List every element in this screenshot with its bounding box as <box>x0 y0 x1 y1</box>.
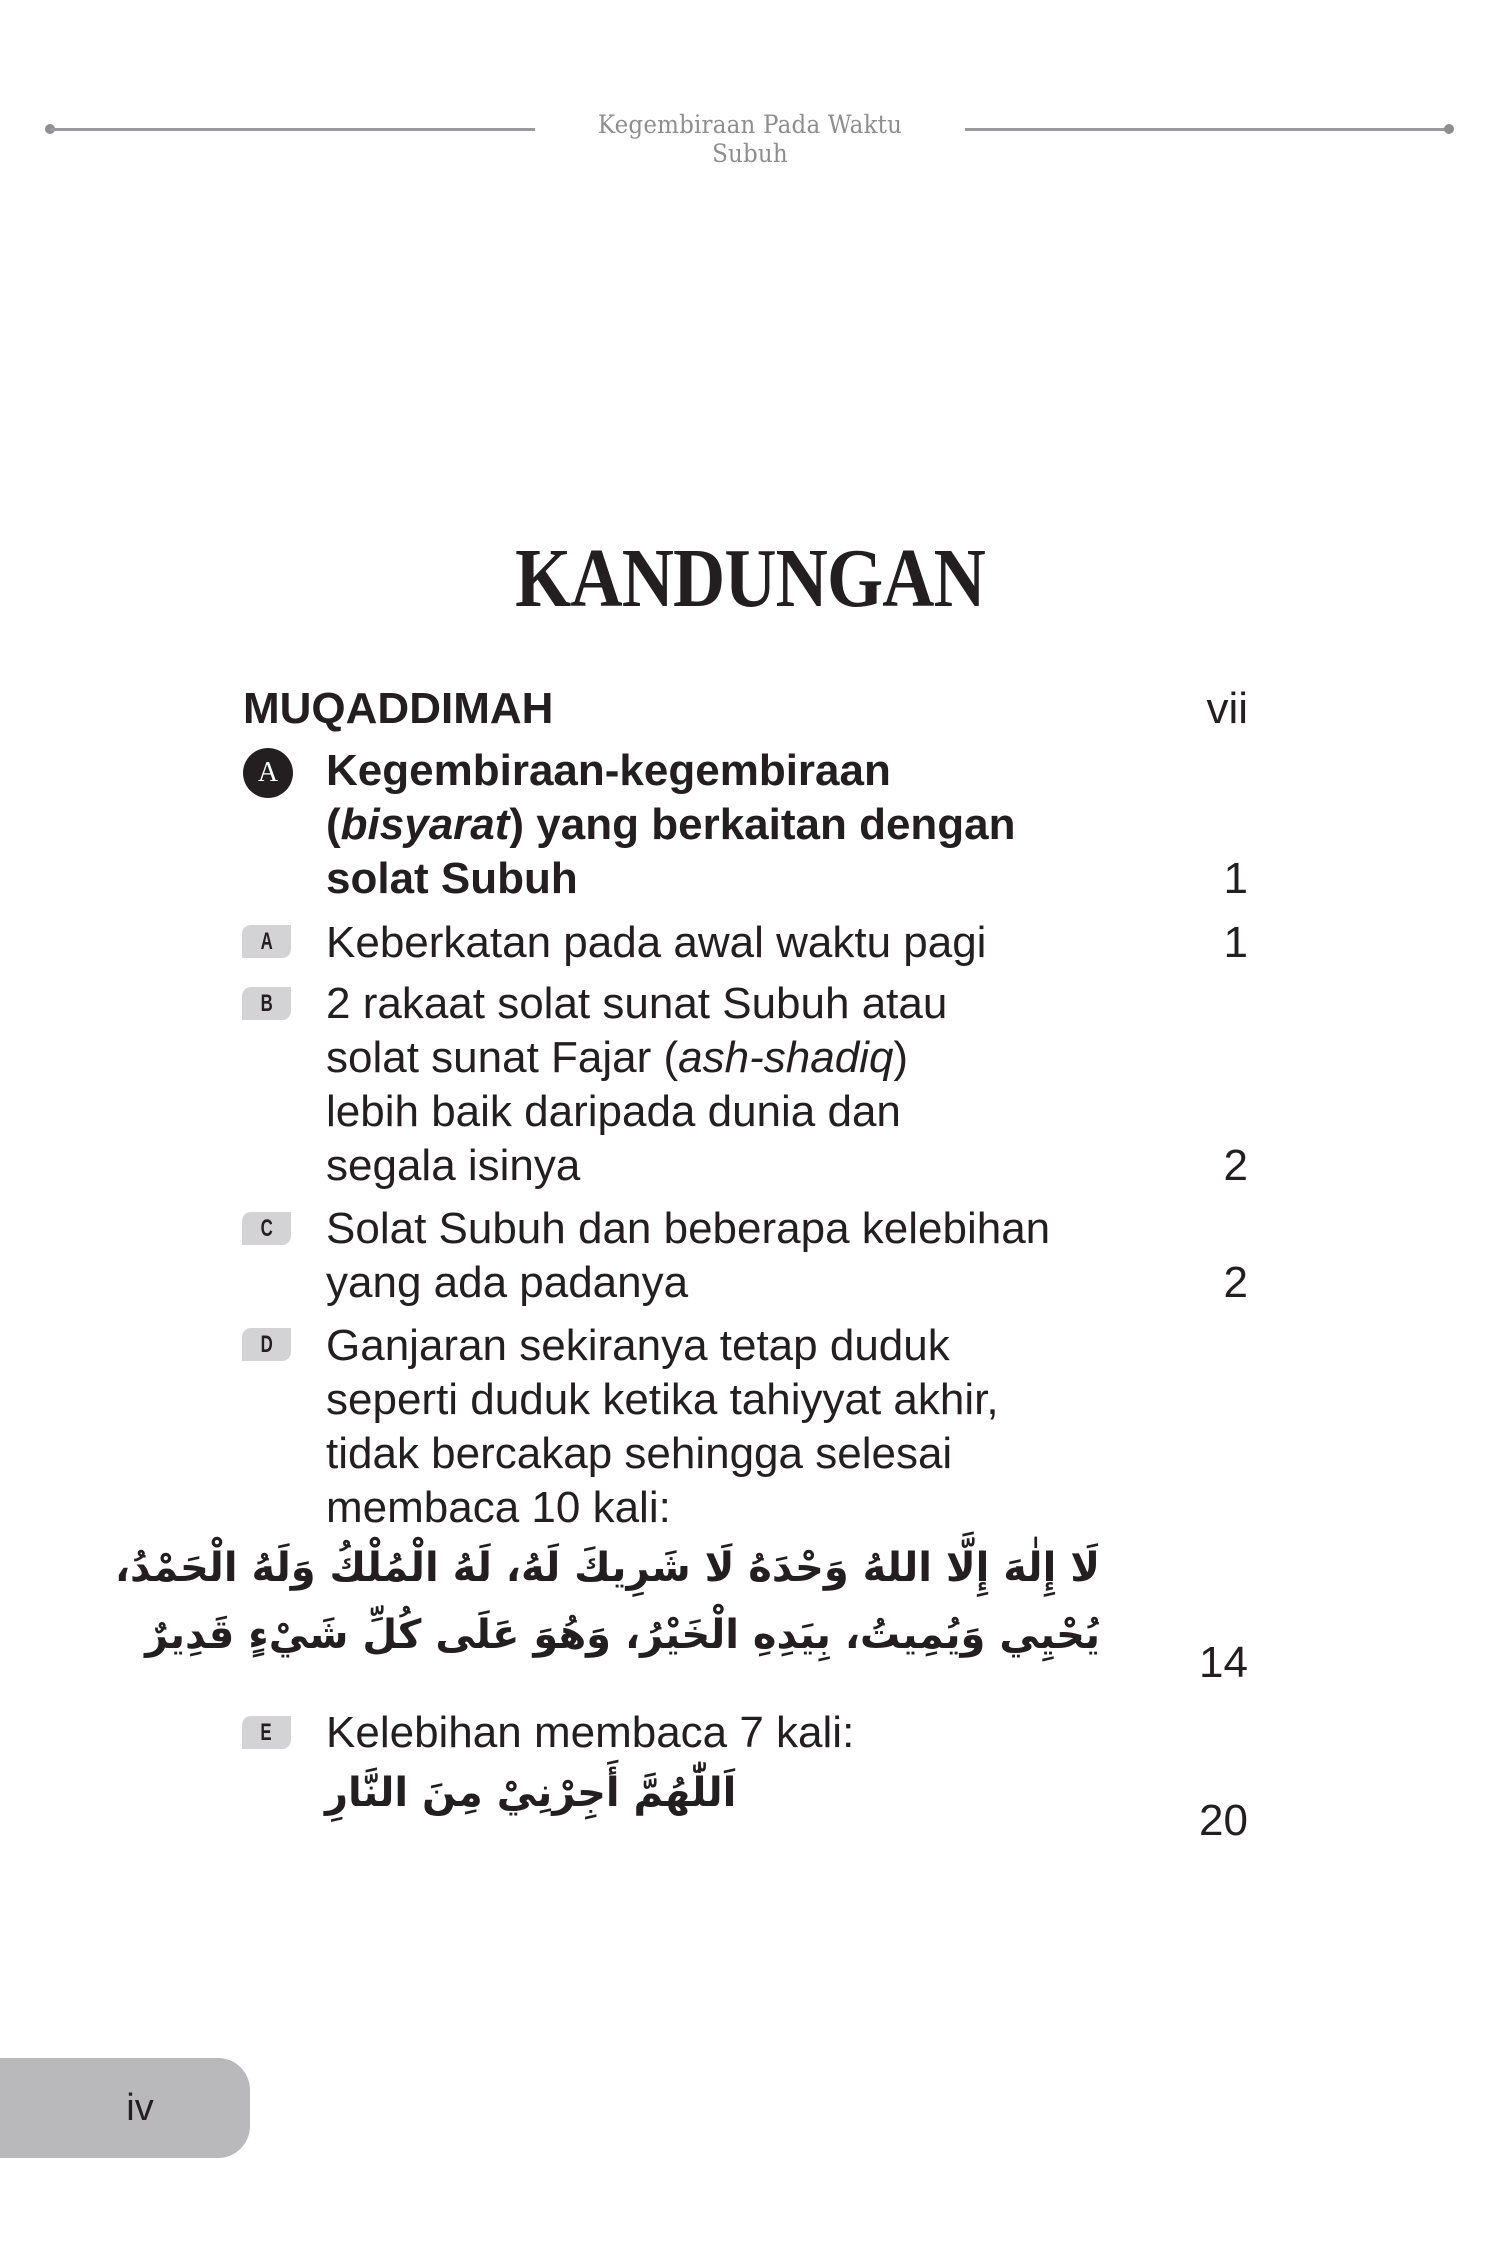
italic-term-bisyarat: bisyarat <box>340 800 510 849</box>
item-badge-b: B <box>242 987 291 1020</box>
toc-item-b-line2[interactable]: solat sunat Fajar (ash-shadiq) <box>326 1033 909 1082</box>
toc-item-c-line2[interactable]: yang ada padanya <box>326 1258 689 1307</box>
toc-page-chapter-a: 1 <box>1223 854 1248 903</box>
toc-page-item-d: 14 <box>1199 1638 1248 1687</box>
running-header-title: Kegembiraan Pada Waktu Subuh <box>597 110 903 168</box>
item-badge-a: A <box>242 925 291 958</box>
arabic-dhikr-line1: لَا إِلٰهَ إِلَّا اللهُ وَحْدَهُ لَا شَرِيكَ لَهُ، لَهُ الْمُلْكُ وَلَهُ الْحَمْدُ، <box>114 1545 1100 1591</box>
toc-item-d-line1[interactable]: Ganjaran sekiranya tetap duduk <box>326 1321 950 1370</box>
item-badge-d: D <box>242 1328 291 1361</box>
arabic-dua-line: اَللّٰهُمَّ أَجِرْنِيْ مِنَ النَّارِ <box>325 1770 737 1816</box>
toc-page-muqaddimah: vii <box>1206 684 1248 733</box>
toc-entry-muqaddimah[interactable]: MUQADDIMAH <box>243 684 554 733</box>
item-badge-e: E <box>242 1716 291 1749</box>
toc-item-b-line1[interactable]: 2 rakaat solat sunat Subuh atau <box>326 979 948 1028</box>
toc-page-item-c: 2 <box>1223 1258 1248 1307</box>
chapter-a-title-line1[interactable]: Kegembiraan-kegembiraan <box>326 746 891 795</box>
toc-item-d-line3[interactable]: tidak bercakap sehingga selesai <box>326 1429 953 1478</box>
chapter-badge-a: A <box>243 748 293 798</box>
toc-item-c-line1[interactable]: Solat Subuh dan beberapa kelebihan <box>326 1204 1051 1253</box>
toc-item-e-line1[interactable]: Kelebihan membaca 7 kali: <box>326 1708 855 1757</box>
header-rule-dot-right <box>1444 124 1454 134</box>
chapter-a-title-line3[interactable]: solat Subuh <box>326 854 578 903</box>
page-title: KANDUNGAN <box>515 532 985 625</box>
page-number: iv <box>126 2087 154 2129</box>
toc-item-a[interactable]: Keberkatan pada awal waktu pagi <box>326 918 987 967</box>
toc-page-item-a: 1 <box>1223 918 1248 967</box>
toc-item-d-line2[interactable]: seperti duduk ketika tahiyyat akhir, <box>326 1375 999 1424</box>
toc-item-b-line4[interactable]: segala isinya <box>326 1141 581 1190</box>
italic-term-ash-shadiq: ash-shadiq <box>678 1033 894 1082</box>
header-rule-left <box>50 128 535 131</box>
arabic-dhikr-line2: يُحْيِي وَيُمِيتُ، بِيَدِهِ الْخَيْرُ، وَهُوَ عَلَى كُلِّ شَيْءٍ قَدِيرٌ <box>145 1612 1100 1658</box>
toc-page-item-b: 2 <box>1223 1141 1248 1190</box>
header-rule-right <box>965 128 1450 131</box>
item-badge-c: C <box>242 1212 291 1245</box>
toc-page-item-e: 20 <box>1199 1796 1248 1845</box>
chapter-a-title-line2[interactable]: (bisyarat) yang berkaitan dengan <box>326 800 1016 849</box>
toc-item-d-line4[interactable]: membaca 10 kali: <box>326 1483 671 1532</box>
toc-item-b-line3[interactable]: lebih baik daripada dunia dan <box>326 1087 901 1136</box>
